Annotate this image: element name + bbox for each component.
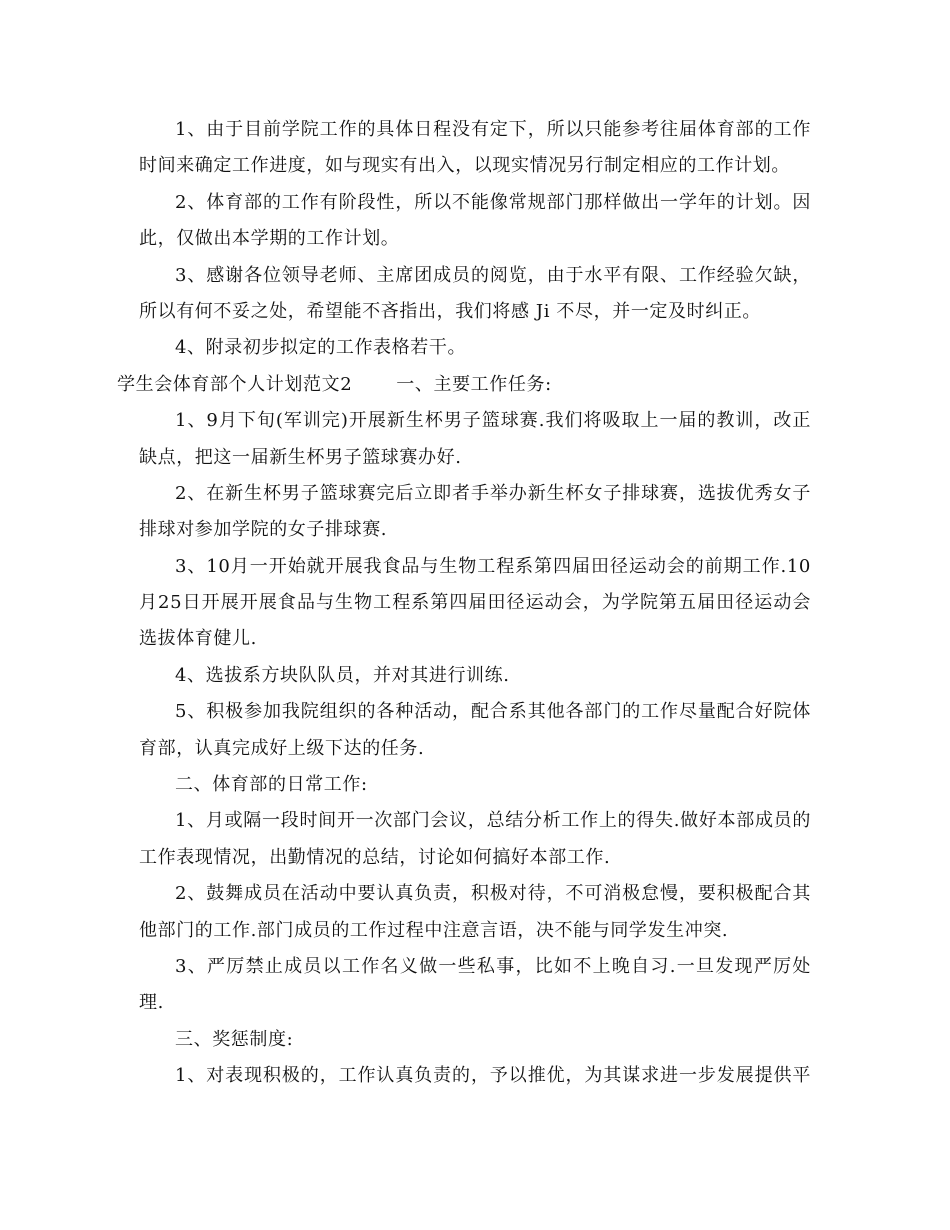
text-line: 1、9月下旬(军训完)开展新生杯男子篮球赛.我们将吸取上一届的教训，改正 [175, 410, 811, 432]
text-line: 育部，认真完成好上级下达的任务. [139, 737, 425, 759]
text-line: 他部门的工作.部门成员的工作过程中注意言语，决不能与同学发生冲突. [139, 919, 729, 941]
text-line: 3、感谢各位领导老师、主席团成员的阅览，由于水平有限、工作经验欠缺， [175, 264, 811, 286]
text-line: 4、选拔系方块队队员，并对其进行训练. [175, 664, 510, 686]
text-line: 三、奖惩制度: [175, 1028, 294, 1050]
paragraph-block-intro [139, 112, 811, 367]
text-line: 1、月或隔一段时间开一次部门会议，总结分析工作上的得失.做好本部成员的 [175, 810, 811, 832]
text-line: 二、体育部的日常工作: [175, 774, 368, 796]
section-subtitle: 一、主要工作任务: [396, 373, 552, 395]
text-line: 1、由于目前学院工作的具体日程没有定下，所以只能参考往届体育部的工作 [175, 119, 811, 140]
text-line: 3、10月一开始就开展我食品与生物工程系第四届田径运动会的前期工作.10 [175, 555, 811, 577]
section-title: 学生会体育部个人计划范文2 [117, 373, 353, 395]
text-line: 5、积极参加我院组织的各种活动，配合系其他各部门的工作尽量配合好院体 [175, 701, 811, 723]
text-line: 排球对参加学院的女子排球赛. [139, 519, 388, 541]
text-line: 所以有何不妥之处，希望能不吝指出，我们将感 Ji 不尽，并一定及时纠正。 [139, 300, 762, 322]
text-line: 1、对表现积极的，工作认真负责的，予以推优，为其谋求进一步发展提供平 [175, 1065, 811, 1087]
text-line: 选拔体育健儿. [139, 628, 257, 650]
text-line: 4、附录初步拟定的工作表格若干。 [175, 337, 467, 359]
text-line: 3、严厉禁止成员以工作名义做一些私事，比如不上晚自习.一旦发现严厉处 [175, 955, 811, 977]
text-line: 2、鼓舞成员在活动中要认真负责，积极对待，不可消极怠慢，要积极配合其 [175, 883, 811, 905]
text-line: 工作表现情况，出勤情况的总结，讨论如何搞好本部工作. [139, 846, 611, 868]
section-heading [117, 367, 811, 403]
paragraph-block-main [139, 403, 811, 1094]
text-line: 时间来确定工作进度，如与现实有出入，以现实情况另行制定相应的工作计划。 [139, 155, 790, 177]
text-line: 理. [139, 992, 164, 1014]
text-line: 缺点，把这一届新生杯男子篮球赛办好. [139, 446, 462, 468]
text-line: 2、体育部的工作有阶段性，所以不能像常规部门那样做出一学年的计划。因 [175, 191, 811, 213]
document-body [117, 112, 811, 1095]
text-line: 此，仅做出本学期的工作计划。 [139, 228, 400, 250]
text-line: 2、在新生杯男子篮球赛完后立即者手举办新生杯女子排球赛，选拔优秀女子 [175, 482, 811, 504]
text-line: 月25日开展开展食品与生物工程系第四届田径运动会，为学院第五届田径运动会 [139, 592, 811, 614]
